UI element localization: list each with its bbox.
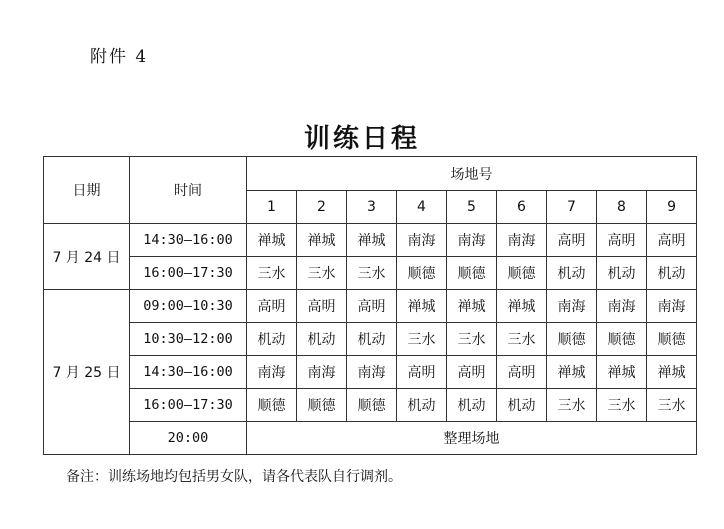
table-row: [44, 323, 697, 356]
venue-assignment-cell: 高明: [497, 356, 547, 389]
venue-assignment-cell: 南海: [397, 224, 447, 257]
venue-number: 1: [247, 191, 297, 224]
venue-assignment-cell: 南海: [497, 224, 547, 257]
time-cell: 20:00: [130, 422, 247, 455]
venue-assignment-cell: 三水: [597, 389, 647, 422]
venue-number: 6: [497, 191, 547, 224]
venue-assignment-cell: 禅城: [597, 356, 647, 389]
table-row: [44, 224, 697, 257]
venue-assignment-cell: 机动: [497, 389, 547, 422]
venue-assignment-cell: 机动: [247, 323, 297, 356]
attachment-label: 附件 4: [90, 47, 149, 67]
venue-number: 2: [297, 191, 347, 224]
venue-assignment-cell: 南海: [297, 356, 347, 389]
venue-number: 7: [547, 191, 597, 224]
venue-assignment-cell: 机动: [397, 389, 447, 422]
venue-assignment-cell: 南海: [647, 290, 697, 323]
venue-assignment-cell: 机动: [297, 323, 347, 356]
venue-assignment-cell: 三水: [297, 257, 347, 290]
table-row: [44, 257, 697, 290]
header-time: 时间: [130, 157, 247, 224]
venue-assignment-cell: 机动: [447, 389, 497, 422]
venue-assignment-cell: 禅城: [347, 224, 397, 257]
venue-assignment-cell: 顺德: [497, 257, 547, 290]
venue-assignment-cell: 顺德: [297, 389, 347, 422]
venue-assignment-cell: 三水: [397, 323, 447, 356]
venue-assignment-cell: 南海: [347, 356, 397, 389]
table-row: [44, 422, 697, 455]
venue-assignment-cell: 顺德: [347, 389, 397, 422]
venue-assignment-cell: 三水: [547, 389, 597, 422]
venue-assignment-cell: 顺德: [397, 257, 447, 290]
venue-assignment-cell: 南海: [247, 356, 297, 389]
venue-assignment-cell: 禅城: [497, 290, 547, 323]
venue-assignment-cell: 禅城: [647, 356, 697, 389]
merged-cell: 整理场地: [247, 422, 697, 455]
venue-number: 4: [397, 191, 447, 224]
header-date: 日期: [44, 157, 130, 224]
date-cell: 7 月 25 日: [44, 290, 130, 455]
venue-assignment-cell: 机动: [547, 257, 597, 290]
venue-assignment-cell: 高明: [297, 290, 347, 323]
venue-assignment-cell: 三水: [647, 389, 697, 422]
venue-assignment-cell: 顺德: [547, 323, 597, 356]
time-cell: 14:30—16:00: [130, 224, 247, 257]
venue-assignment-cell: 禅城: [447, 290, 497, 323]
venue-assignment-cell: 顺德: [647, 323, 697, 356]
venue-assignment-cell: 三水: [347, 257, 397, 290]
venue-assignment-cell: 禅城: [247, 224, 297, 257]
venue-assignment-cell: 顺德: [597, 323, 647, 356]
time-cell: 16:00—17:30: [130, 389, 247, 422]
venue-assignment-cell: 机动: [347, 323, 397, 356]
venue-assignment-cell: 高明: [397, 356, 447, 389]
time-cell: 16:00—17:30: [130, 257, 247, 290]
venue-assignment-cell: 机动: [597, 257, 647, 290]
venue-assignment-cell: 禅城: [547, 356, 597, 389]
venue-number: 3: [347, 191, 397, 224]
venue-assignment-cell: 高明: [597, 224, 647, 257]
date-cell: 7 月 24 日: [44, 224, 130, 290]
venue-assignment-cell: 三水: [447, 323, 497, 356]
venue-assignment-cell: 机动: [647, 257, 697, 290]
table-row: [44, 290, 697, 323]
venue-assignment-cell: 高明: [647, 224, 697, 257]
venue-assignment-cell: 高明: [447, 356, 497, 389]
training-schedule-table: [43, 156, 697, 455]
time-cell: 09:00—10:30: [130, 290, 247, 323]
venue-assignment-cell: 高明: [247, 290, 297, 323]
venue-number: 8: [597, 191, 647, 224]
venue-assignment-cell: 顺德: [447, 257, 497, 290]
venue-assignment-cell: 南海: [597, 290, 647, 323]
page-title: 训练日程: [303, 124, 420, 154]
venue-assignment-cell: 南海: [447, 224, 497, 257]
venue-assignment-cell: 禅城: [297, 224, 347, 257]
schedule-body: [44, 157, 697, 455]
venue-number: 5: [447, 191, 497, 224]
venue-assignment-cell: 南海: [547, 290, 597, 323]
venue-assignment-cell: 高明: [547, 224, 597, 257]
venue-assignment-cell: 三水: [247, 257, 297, 290]
venue-assignment-cell: 高明: [347, 290, 397, 323]
venue-assignment-cell: 顺德: [247, 389, 297, 422]
time-cell: 14:30—16:00: [130, 356, 247, 389]
table-row: [44, 356, 697, 389]
venue-assignment-cell: 禅城: [397, 290, 447, 323]
time-cell: 10:30—12:00: [130, 323, 247, 356]
table-row: [44, 389, 697, 422]
header-row: [44, 157, 697, 191]
footnote: 备注：训练场地均包括男女队，请各代表队自行调剂。: [66, 469, 402, 485]
header-venue: 场地号: [247, 157, 697, 191]
venue-assignment-cell: 三水: [497, 323, 547, 356]
venue-number: 9: [647, 191, 697, 224]
